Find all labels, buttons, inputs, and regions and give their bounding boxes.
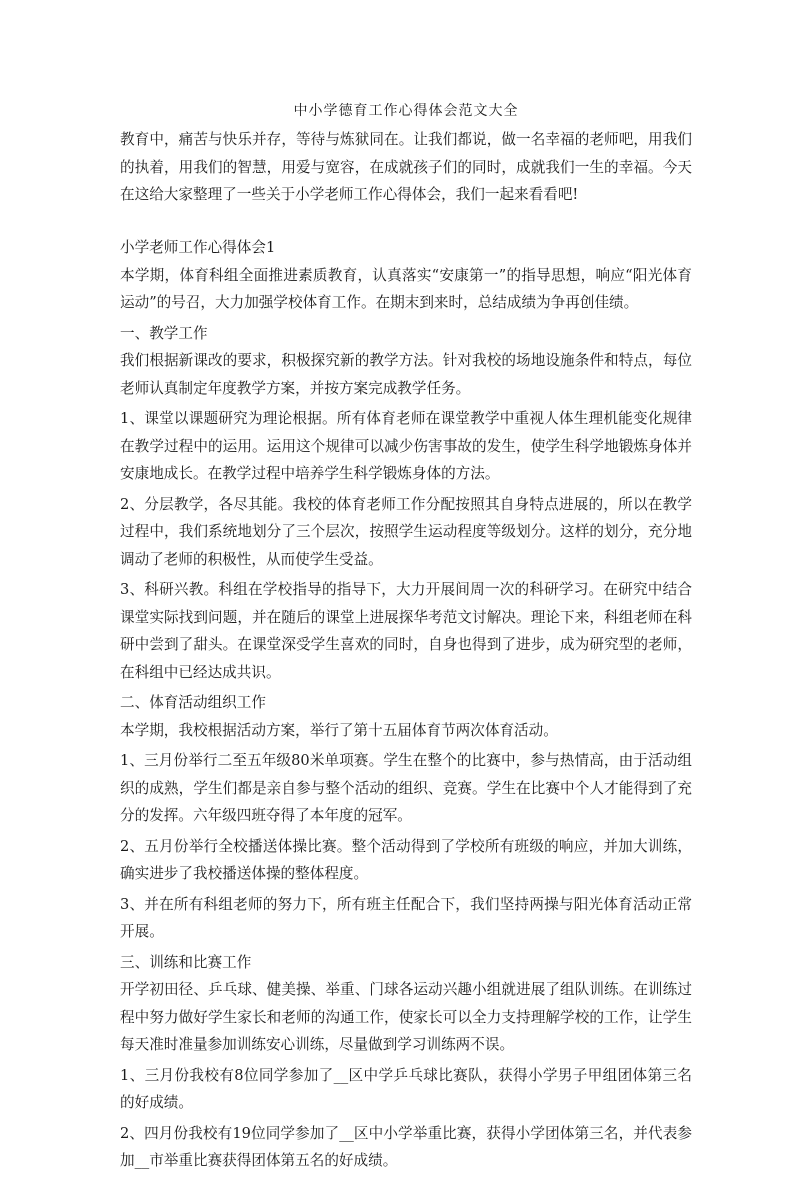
paragraph: 1、课堂以课题研究为理论根据。所有体育老师在课堂教学中重视人体生理机能变化规律在教学过程中的运用。运用这个规律可以减少伤害事故的发生，使学生科学地锻炼身体并安康地成长。在教学过程中培养学生科学锻炼身体的方法。 bbox=[120, 410, 692, 482]
article-body bbox=[120, 234, 692, 1178]
intro-paragraph: 教育中，痛苦与快乐并存，等待与炼狱同在。让我们都说，做一名幸福的老师吧，用我们的执着，用我们的智慧，用爱与宽容，在成就孩子们的同时，成就我们一生的幸福。今天在这给大家整理了一些关于小学老师工作心得体会，我们一起来看看吧! bbox=[120, 131, 692, 203]
paragraph: 3、科研兴教。科组在学校指导的指导下，大力开展间周一次的科研学习。在研究中结合课堂实际找到问题，并在随后的课堂上进展探华考范文讨解决。理论下来，科组老师在科研中尝到了甜头。在课堂深受学生喜欢的同时，自身也得到了进步，成为研究型的老师，在科组中已经达成共识。 bbox=[120, 581, 692, 681]
paragraph: 2、四月份我校有19位同学参加了__区中小学举重比赛，获得小学团体第三名，并代表参加__市举重比赛获得团体第五名的好成绩。 bbox=[120, 1124, 692, 1169]
document-title: 中小学德育工作心得体会范文大全 bbox=[293, 103, 519, 119]
paragraph: 1、三月份举行二至五年级80米单项赛。学生在整个的比赛中，参与热情高，由于活动组织的成熟，学生们都是亲自参与整个活动的组织、竞赛。学生在比赛中个人才能得到了充分的发挥。六年级四班夺得了本年度的冠军。 bbox=[120, 752, 692, 824]
subheading-teaching: 一、教学工作 bbox=[120, 324, 208, 342]
subheading-activities: 二、体育活动组织工作 bbox=[120, 694, 266, 711]
paragraph: 1、三月份我校有8位同学参加了__区中学乒乓球比赛队，获得小学男子甲组团体第三名的好成绩。 bbox=[120, 1066, 692, 1111]
paragraph: 本学期，我校根据活动方案，举行了第十五届体育节两次体育活动。 bbox=[120, 721, 558, 739]
intro-block bbox=[120, 126, 692, 209]
paragraph: 2、分层教学，各尽其能。我校的体育老师工作分配按照其自身特点进展的，所以在教学过程中，我们系统地划分了三个层次，按照学生运动程度等级划分。这样的划分，充分地调动了老师的积极性，从而使学生受益。 bbox=[120, 495, 692, 568]
paragraph: 开学初田径、乒乓球、健美操、举重、门球各运动兴趣小组就进展了组队训练。在训练过程中努力做好学生家长和老师的沟通工作，使家长可以全力支持理解学校的工作，让学生每天准时准量参加训练安心训练，尽量做到学习训练两不误。 bbox=[120, 981, 692, 1053]
subheading-training: 三、训练和比赛工作 bbox=[120, 953, 252, 971]
paragraph: 2、五月份举行全校播送体操比赛。整个活动得到了学校所有班级的响应，并加大训练，确实进步了我校播送体操的整体程度。 bbox=[120, 837, 692, 882]
section-title: 小学老师工作心得体会1 bbox=[120, 239, 276, 256]
paragraph: 本学期，体育科组全面推进素质教育，认真落实“安康第一”的指导思想，响应“阳光体育运动”的号召，大力加强学校体育工作。在期末到来时，总结成绩为争再创佳绩。 bbox=[120, 266, 692, 311]
paragraph: 3、并在所有科组老师的努力下，所有班主任配合下，我们坚持两操与阳光体育活动正常开展。 bbox=[120, 895, 692, 940]
paragraph: 我们根据新课改的要求，积极探究新的教学方法。针对我校的场地设施条件和特点，每位老师认真制定年度教学方案，并按方案完成教学任务。 bbox=[120, 352, 692, 397]
